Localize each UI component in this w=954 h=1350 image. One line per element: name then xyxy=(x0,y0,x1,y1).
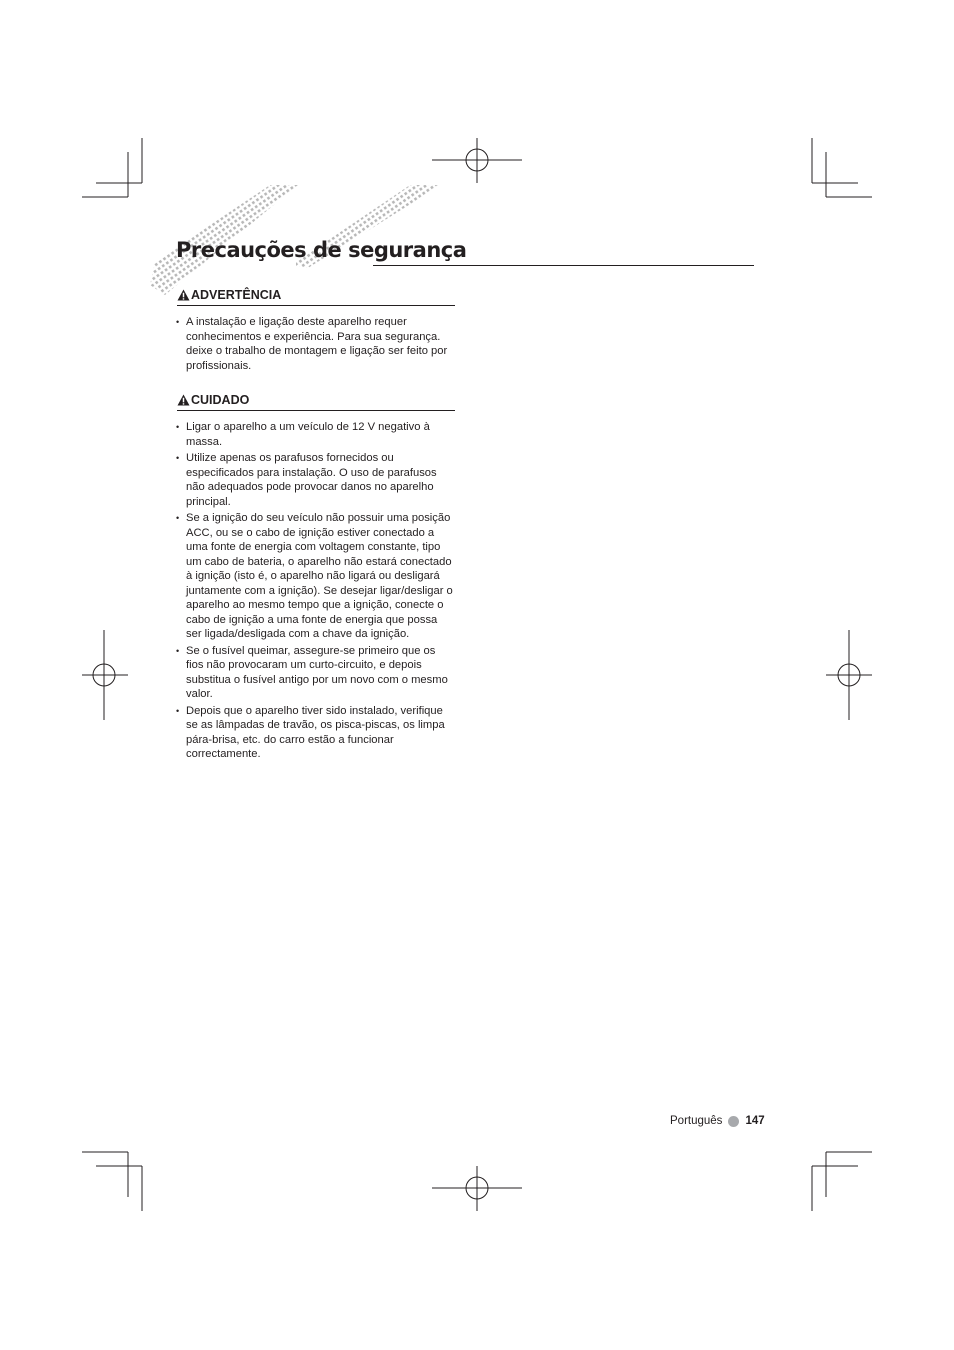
title-underline xyxy=(373,265,754,266)
warning-heading xyxy=(177,287,455,306)
list-item: • Utilize apenas os parafusos fornecidos ou especificados para instalação. O uso de parafusos não adequados pode provocar danos no aparelho principal. xyxy=(177,451,455,509)
list-item: • Se o fusível queimar, assegure-se primeiro que os fios não provocaram um curto-circuito, e depois substitua o fusível antigo por um novo com o mesmo valor. xyxy=(177,644,455,702)
caution-section xyxy=(177,392,455,764)
page-footer xyxy=(670,1115,765,1127)
page-number: 147 xyxy=(745,1115,765,1127)
caution-heading xyxy=(177,392,455,411)
list-item: • Depois que o aparelho tiver sido instalado, verifique se as lâmpadas de travão, os pisca-piscas, os limpa pára-brisa, etc. do carro estão a funcionar correctamente. xyxy=(177,704,455,762)
caution-heading-label: CUIDADO xyxy=(191,393,250,407)
warning-list xyxy=(177,315,455,373)
footer-language: Português xyxy=(670,1115,723,1127)
warning-heading-label: ADVERTÊNCIA xyxy=(191,288,282,302)
warning-triangle-icon xyxy=(177,394,190,406)
warning-triangle-icon xyxy=(177,289,190,301)
list-item: • Se a ignição do seu veículo não possuir uma posição ACC, ou se o cabo de ignição estiver conectado a uma fonte de energia com voltagem constante, tipo um cabo de bateria, o aparelho não estará conectado à ignição (isto é, o aparelho não ligará ou desligará juntamente com a ignição). Se desejar ligar/desligar o aparelho ao mesmo tempo que a ignição, conecte o cabo de ignição a uma fonte de energia que possa ser ligada/desligada com a chave da ignição. xyxy=(177,511,455,642)
warning-section xyxy=(177,287,455,375)
page-title: Precauções de segurança xyxy=(176,238,467,262)
caution-list xyxy=(177,420,455,762)
list-item: • Ligar o aparelho a um veículo de 12 V negativo à massa. xyxy=(177,420,455,449)
list-item: • A instalação e ligação deste aparelho requer conhecimentos e experiência. Para sua segurança. deixe o trabalho de montagem e ligação ser feito por profissionais. xyxy=(177,315,455,373)
circle-bullet-icon xyxy=(728,1116,739,1127)
